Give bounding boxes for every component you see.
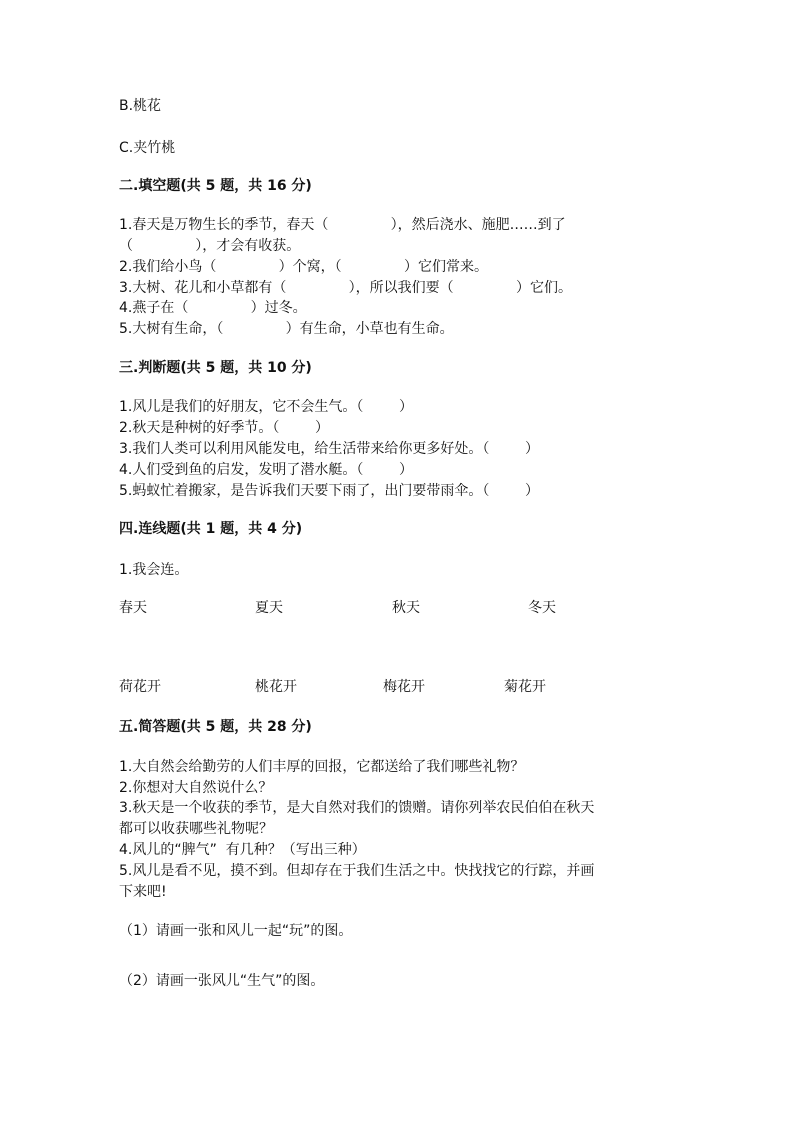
flower-peach: 桃花开 [255, 679, 297, 695]
s5-question-3-line-2: 都可以收获哪些礼物呢？ [119, 821, 273, 837]
season-autumn: 秋天 [392, 600, 420, 616]
section2-heading: 二.填空题(共 5 题，共 16 分) [119, 178, 312, 194]
s5-question-3-line-1: 3.秋天是一个收获的季节，是大自然对我们的馈赠。请你列举农民伯伯在秋天 [119, 800, 595, 816]
choice-c: C.夹竹桃 [119, 140, 176, 156]
s2-question-4: 4.燕子在（ ）过冬。 [119, 300, 307, 316]
s3-question-4: 4.人们受到鱼的启发，发明了潜水艇。（ ） [119, 462, 413, 478]
s5-question-1: 1.大自然会给勤劳的人们丰厚的回报，它都送给了我们哪些礼物？ [119, 759, 525, 775]
s2-question-1-line-2: （ ），才会有收获。 [119, 238, 301, 254]
season-winter: 冬天 [528, 600, 556, 616]
s5-question-4: 4.风儿的“脾气” 有几种？（写出三种） [119, 842, 366, 858]
s5-question-2: 2.你想对大自然说什么？ [119, 780, 273, 796]
season-summer: 夏天 [255, 600, 283, 616]
flower-plum: 梅花开 [383, 679, 425, 695]
s2-question-3: 3.大树、花儿和小草都有（ ），所以我们要（ ）它们。 [119, 280, 572, 296]
s5-subquestion-1: （1）请画一张和风儿一起“玩”的图。 [119, 923, 353, 939]
s3-question-1: 1.风儿是我们的好朋友，它不会生气。（ ） [119, 399, 413, 415]
s3-question-2: 2.秋天是种树的好季节。（ ） [119, 420, 329, 436]
s5-question-5-line-1: 5.风儿是看不见，摸不到。但却存在于我们生活之中。快找找它的行踪，并画 [119, 863, 595, 879]
s2-question-2: 2.我们给小鸟（ ）个窝，（ ）它们常来。 [119, 259, 488, 275]
flower-lotus: 荷花开 [119, 679, 161, 695]
choice-b: B.桃花 [119, 98, 162, 114]
section3-heading: 三.判断题(共 5 题，共 10 分) [119, 360, 312, 376]
s5-subquestion-2: （2）请画一张风儿“生气”的图。 [119, 973, 325, 989]
season-spring: 春天 [119, 600, 147, 616]
s2-question-5: 5.大树有生命，（ ）有生命，小草也有生命。 [119, 321, 454, 337]
s2-question-1-line-1: 1.春天是万物生长的季节，春天（ ），然后浇水、施肥……到了 [119, 217, 566, 233]
section5-heading: 五.简答题(共 5 题，共 28 分) [119, 719, 312, 735]
s3-question-5: 5.蚂蚁忙着搬家，是告诉我们天要下雨了，出门要带雨伞。（ ） [119, 483, 539, 499]
s3-question-3: 3.我们人类可以利用风能发电，给生活带来给你更多好处。（ ） [119, 441, 539, 457]
section4-heading: 四.连线题(共 1 题，共 4 分) [119, 521, 303, 537]
s5-question-5-line-2: 下来吧! [119, 884, 167, 900]
s4-question-1: 1.我会连。 [119, 562, 189, 578]
flower-chrysanthemum: 菊花开 [504, 679, 546, 695]
